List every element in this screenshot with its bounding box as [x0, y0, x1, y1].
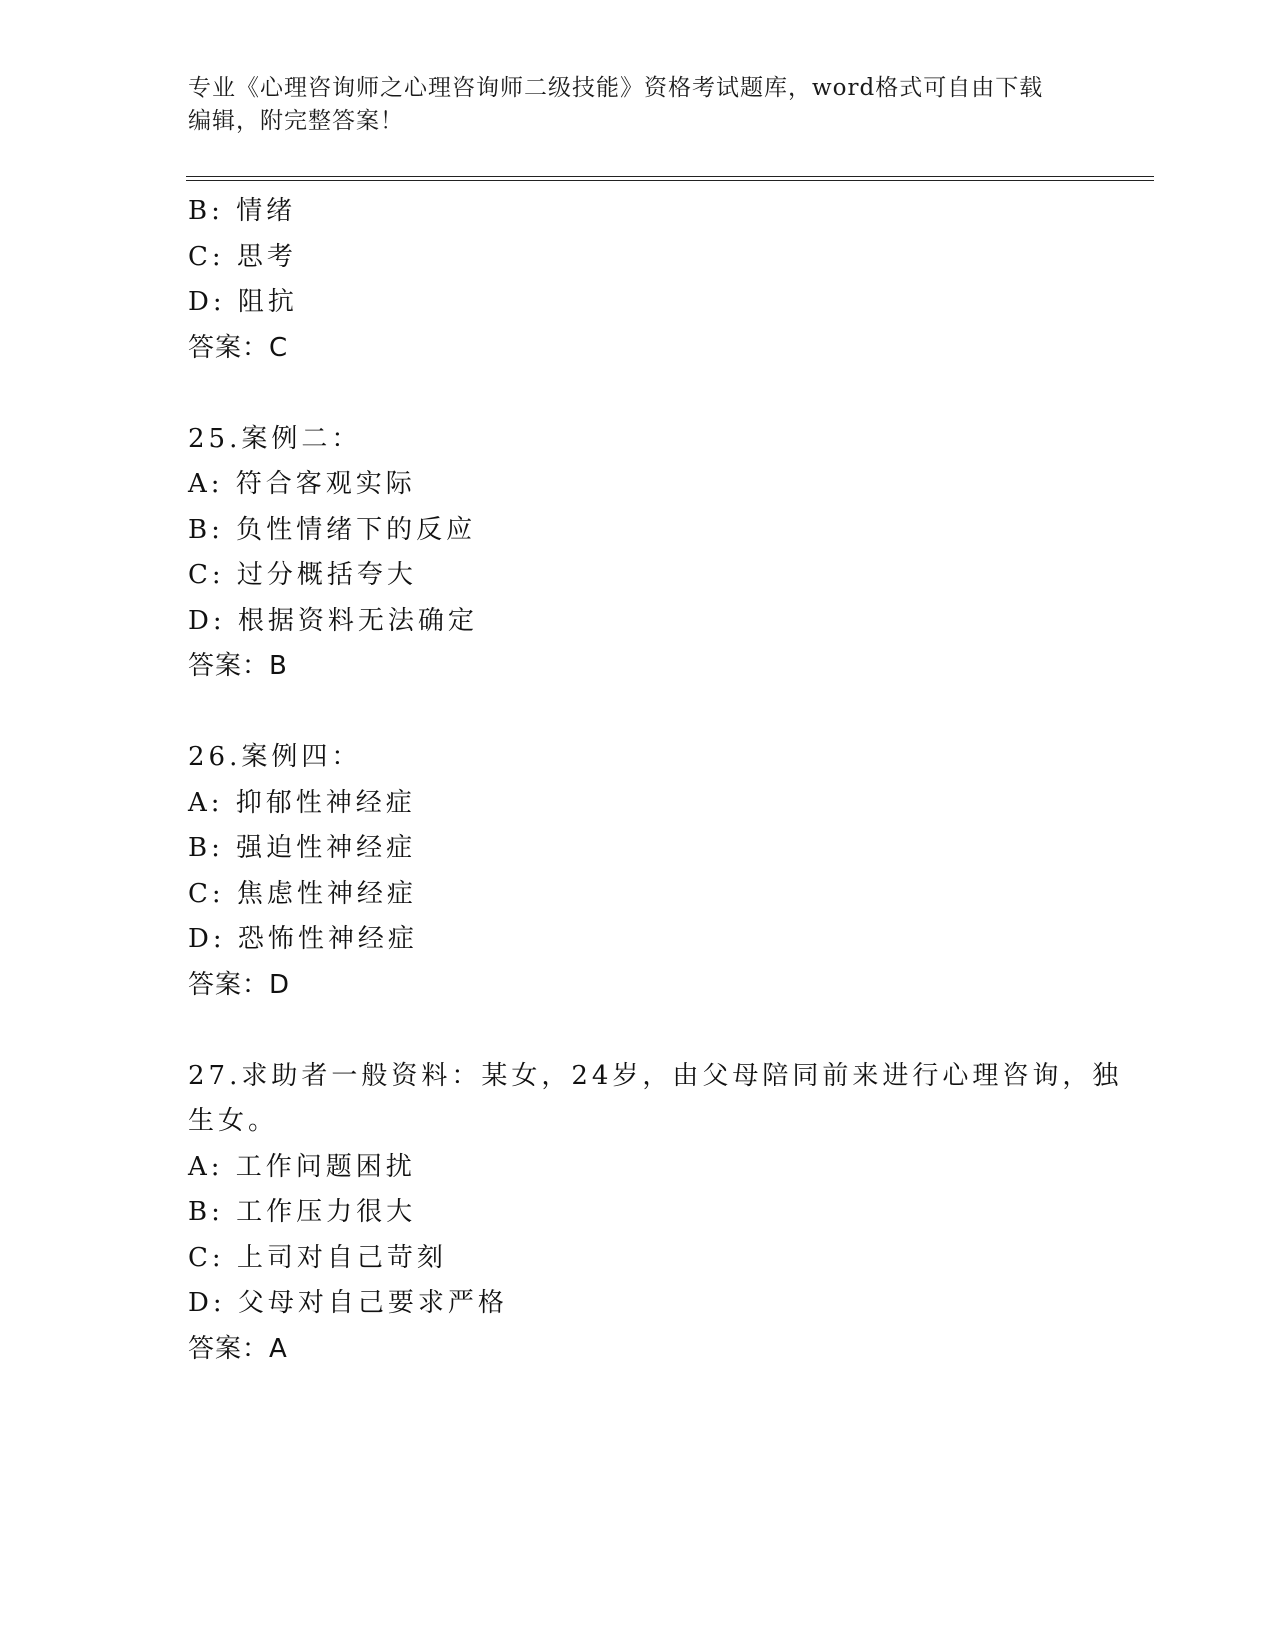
question-text: 26.案例四：	[188, 742, 362, 772]
option-b: B: 负性情绪下的反应	[188, 514, 477, 545]
question-text: 25.案例二：	[188, 423, 362, 454]
header-line-2: 编辑，附完整答案！	[188, 108, 404, 134]
option-a: A: 抑郁性神经症	[188, 787, 416, 818]
spacer	[188, 1008, 1088, 1054]
question-block-continued	[188, 189, 1088, 371]
option-c: C: 上司对自己苛刻	[188, 1242, 447, 1273]
option-b: B: 情绪	[188, 196, 297, 226]
spacer	[188, 371, 1088, 417]
question-text-line-2: 生女。	[188, 1106, 279, 1136]
option-d: D: 阻抗	[188, 287, 298, 317]
header-line-1: 专业《心理咨询师之心理咨询师二级技能》资格考试题库，word格式可自由下载	[188, 75, 1044, 101]
header-divider	[186, 176, 1154, 181]
answer-line: 答案：B	[188, 651, 288, 681]
answer-line: 答案：A	[188, 1333, 288, 1364]
option-a: A: 符合客观实际	[188, 469, 416, 499]
option-c: C: 过分概括夸大	[188, 560, 417, 590]
option-a: A: 工作问题困扰	[188, 1151, 416, 1182]
question-list	[188, 189, 1123, 1372]
option-b: B: 强迫性神经症	[188, 833, 417, 863]
option-b: B: 工作压力很大	[188, 1197, 417, 1227]
page-header	[188, 72, 1088, 138]
answer-line: 答案：C	[188, 332, 289, 363]
question-block-25	[188, 417, 1088, 690]
option-c: C: 思考	[188, 241, 297, 272]
option-c: C: 焦虑性神经症	[188, 878, 417, 909]
question-block-27	[188, 1054, 1123, 1373]
question-block-26	[188, 735, 1088, 1008]
option-d: D: 恐怖性神经症	[188, 924, 418, 954]
option-d: D: 父母对自己要求严格	[188, 1288, 508, 1318]
option-d: D: 根据资料无法确定	[188, 605, 478, 636]
answer-line: 答案：D	[188, 969, 291, 1000]
question-text-line-1: 27.求助者一般资料：某女，24岁，由父母陪同前来进行心理咨询，独	[188, 1060, 1123, 1091]
spacer	[188, 690, 1088, 736]
